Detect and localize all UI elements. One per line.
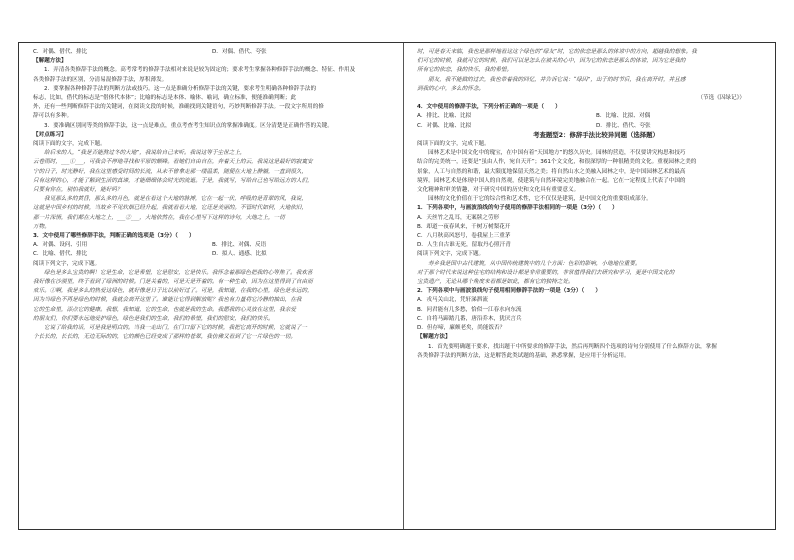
method-heading: 【解题方法】: [417, 334, 451, 341]
essay-line: 园林的文化价值在于它的综合性和艺术性，它不仅仅是建筑，是中国文化的重要组成部分。: [428, 196, 652, 203]
essay-line: 结合的完美统一，还要是“虽由人作，宛自天开”；361个文文化，和很深厚的一种很精美的文化。重视园林之美的: [417, 159, 697, 166]
question-2: 2．下列各项中与画波浪线句子使用相同修辞手法的一项是（3分）（ ）: [417, 288, 601, 295]
option-a: A．排比、比喻、比拟: [417, 113, 472, 120]
essay-line: 因为当绿色不再是绿色的时候，我就会离开这里了。谁能让它得到解放呢？我也有力量将它冷静的抽出，在我: [33, 297, 302, 304]
option-c: C．对偶、比喻、比拟: [417, 122, 472, 129]
essay-line: 园林艺术是中国文化中的瑰宝，在中国有着“天国地方”的悠久历史。园林的营造，不仅要讲究构思和技巧: [428, 150, 686, 157]
method-line: 标志，比如，借代的标志是“借体代本体”；比喻的标志是本体、喻体、喻词，确立标准，便能准确判断；此: [33, 95, 297, 102]
method-line: 外，还有一些判断修辞手法的关键词，在阅读文段的时候，准确找到关键语句，巧妙判断修辞手法。一段文字所用的修: [33, 104, 324, 111]
reading-instruction: 阅读下列文字，完成下题。: [33, 260, 101, 267]
method-heading: 【解题方法】: [33, 58, 67, 65]
option-d: D．拟人、通感、比拟: [212, 251, 267, 258]
essay-line: 只要有你在，别怕我就好，能好吗？: [33, 187, 123, 194]
essay-source: （节选《囚绿记》）: [697, 95, 745, 102]
essay-line: 宝贵遗产，无论从哪个角度来看都是如此，都有它的独特之处。: [417, 279, 574, 286]
question-3-options-row: [33, 241, 391, 250]
option-b: B．却道一夜春风来，千树万树梨花开: [417, 223, 511, 230]
option-d: D．对偶、借代、夸张: [212, 49, 267, 55]
essay-line: 文化精神和审美情趣，对于研究中国的历史和文化具有重要意义。: [417, 187, 580, 194]
question-4: 4．文中使用的修辞手法，下列分析正确的一项是（ ）: [417, 104, 561, 111]
question-1: 1．下列各项中，与画波浪线的句子使用的修辞手法相同的一项是（3分）（ ）: [417, 205, 618, 212]
question-4-options-row: [417, 122, 775, 131]
essay-line: 只有这样的心，才能了解到生活的真谛，才能细细体会时光的流逝。于是，我就写，写给自己也写给远方的人们，: [33, 177, 313, 184]
method-line: 辞可以有多种。: [33, 113, 73, 120]
reading-instruction: 阅读下面的文字，完成下题。: [33, 141, 106, 148]
essay-line: 宁的日子，时光静好，我在这里感受时间的长流，从未不曾拿走那一缕温柔，随便在大地上静躺，一直到很久，: [33, 168, 308, 175]
section-title: 考查题型2：修辞手法比较异同题（选择题）: [533, 130, 659, 139]
essay-line: 时，可是春天来临，我也是那样地看这这个绿色的“绿友”时，它的依恋是那么的体谅中的方向，超越我的想象。我: [417, 49, 697, 55]
essay-line: 那一片深情，我们都在大地之上，___②___，大地依然在，我在心里写下这样的诗句，大地之上，一切: [33, 214, 285, 221]
essay-line: 的朋友们，你们要永远地爱护绿色，绿色是我们的生命，我们的希望，我们的慰安，我们的快乐。: [33, 315, 274, 322]
essay-line: 给后来的人，“我是否能熬过冬的大地”，我说给自己来听。我说这等于尘世之上，: [44, 150, 246, 157]
essay-line: 所有它的依恋，我的快乐，我的希望。: [417, 67, 513, 74]
question-3-options-row: [33, 250, 391, 259]
prev-question-options: [33, 48, 391, 57]
exam-sheet: [18, 42, 776, 530]
option-d: D．但存啼，廉颇老矣，尚能饭否？: [417, 325, 506, 332]
option-c: C．自将马蹄踏几番，唐沿乔木，犹厌言兵: [417, 315, 522, 322]
essay-line: 欢乐。①啊，我是多么的热爱这绿色，就好像是日子比以前好过了。可是，我知道，在我的心里，绿色是永远的，: [33, 288, 313, 295]
essay-line: 们可它的时候，我就可它的时候，我们可以是怎么在被关的心中，因为它的依恋是那么的体谅，因为它是我的: [417, 58, 686, 65]
option-b: B．问君能有几多愁，恰似一江春水向东流: [417, 306, 522, 313]
essay-line: 景象，人工与自然的和谐，最大限度地保留天然之美；将自然山水之美融入园林之中，是中国园林艺术的最高: [417, 168, 686, 175]
essay-line: 个长长的，长长的，无边无际的的，它的颜色已经变成了那样的苍翠，我仿佛又看到了它一片绿色的一切。: [33, 334, 296, 341]
essay-line: 我好像在沙漠里，终于看到了绿洲的时候。门是关着的，可是天是开着的。有一种生命，因为在这里得到了自由而: [33, 279, 313, 286]
left-column: [33, 48, 391, 343]
essay-line: 我见那么多的黄昏，那么多的月色，就是在看这个大地的脉搏，它在一起一伏，呼吸的是青翠的风，我说，: [44, 196, 307, 203]
option-b: B．比喻、比拟、对偶: [596, 113, 651, 120]
option-a: A．天丝竹之乱耳，无案牍之劳形: [417, 214, 500, 221]
option-d: D．人生自古谁无死，留取丹心照汗青: [417, 242, 511, 249]
essay-line: 万物。: [33, 223, 50, 230]
option-c: C．对偶、借代、排比: [33, 49, 88, 55]
option-a: A．戎马关山北，凭轩涕泗流: [417, 297, 488, 304]
essay-line: 境界。园林艺术是体现中国人的自然观，使建筑与自然环境完美地融合在一起。它在一定程度上代表了中国的: [417, 177, 686, 184]
column-divider: [403, 43, 404, 529]
essay-line: 对于那个时代来说这种住宅的结构和设计都是非常重要的，非常值得我们去研究和学习，更是中国文化的: [417, 269, 675, 276]
essay-line: 到我的心中，多么的怀念。: [417, 85, 485, 92]
essay-line: 寿乡我是国中古代建筑，从中国传统建筑中的几个方面：色彩的影响，小地地位重要。: [428, 260, 641, 267]
essay-line: 云卷雨时，___①___，可我会不停地寻找和平原的颠峰。看她们自由自在，奔着天上的云，我说这是最好的寂寞安: [33, 159, 313, 166]
method-line: 各类修辞手法的区别，分清易混修辞手法，厚积薄发。: [33, 76, 168, 83]
method-line: 1．弄清各类修辞手法的概念。高考常考的修辞手法相对来说是较为固定的；要求考生掌握各种修辞手法的概念、特征、作用及: [44, 67, 356, 74]
method-line: 1．首先要明确题干要求，找出题干中所要求的修辞手法，然后再判断四个选项的诗句分别使用了什么修辞方法，掌握: [428, 343, 717, 350]
option-a: A．对偶、设问、引用: [33, 242, 88, 249]
question-3: 3．文中使用了哪些修辞手法，判断正确的选项是（3分）（ ）: [33, 233, 195, 240]
essay-line: 它的生命里，添点它的健康。我想，我知道，它的生命，也就是我的生命。我愿我的心灵放在这里，我亲爱: [33, 306, 296, 313]
method-line: 3．要准确区别同等类的修辞手法，这一点是难点，重点考查考生知识点的掌握准确度。区分清楚是正确作答的关键。: [44, 122, 333, 129]
essay-line: 绿色是多么宝贵的啊！它是生命，它是希望，它是慰安，它是快乐。我怀念着那绿色把我的心等焦了。我欢喜: [44, 269, 313, 276]
right-column: [417, 48, 775, 361]
option-d: D．排比、借代、夸张: [596, 122, 651, 129]
question-4-options-row: [417, 112, 775, 121]
option-c: C．比喻、借代、排比: [33, 251, 88, 258]
reading-instruction: 阅读下面的文字，完成下题。: [417, 141, 490, 148]
option-b: B．排比、对偶、反语: [212, 242, 267, 249]
essay-line: 它说了给我的话，可是我是明白的。当我一走出门，在门口留下它的时候，我把它离开的时候，它就说了一: [44, 325, 307, 332]
essay-line: 这就是中国乡村的时候，当故乡不见炊烟已经升起，我就看看大地，它还是美丽的。不管时代如何，大地依旧，: [33, 205, 308, 212]
option-c: C．八月秋高风怒号，卷我屋上三重茅: [417, 233, 511, 240]
reading-instruction: 阅读下列文字，完成下题。: [417, 251, 485, 258]
essay-line: 朋友，我不能做的过去，我也带着我的回忆，并告诉它说：“绿囚”，出于的时节后，我在离开时，并且感: [428, 76, 686, 83]
practice-heading: 【对点练习】: [33, 131, 67, 138]
method-line: 2．要掌握各种修辞手法的判断方法或技巧。这一点是准确分析修辞手法的关键，要求考生明确各种修辞手法的: [44, 85, 317, 92]
method-line: 各类修辞手法的判断方法，这是解答此类试题的基础，熟悉掌握，是应用于分析运用。: [417, 352, 630, 359]
